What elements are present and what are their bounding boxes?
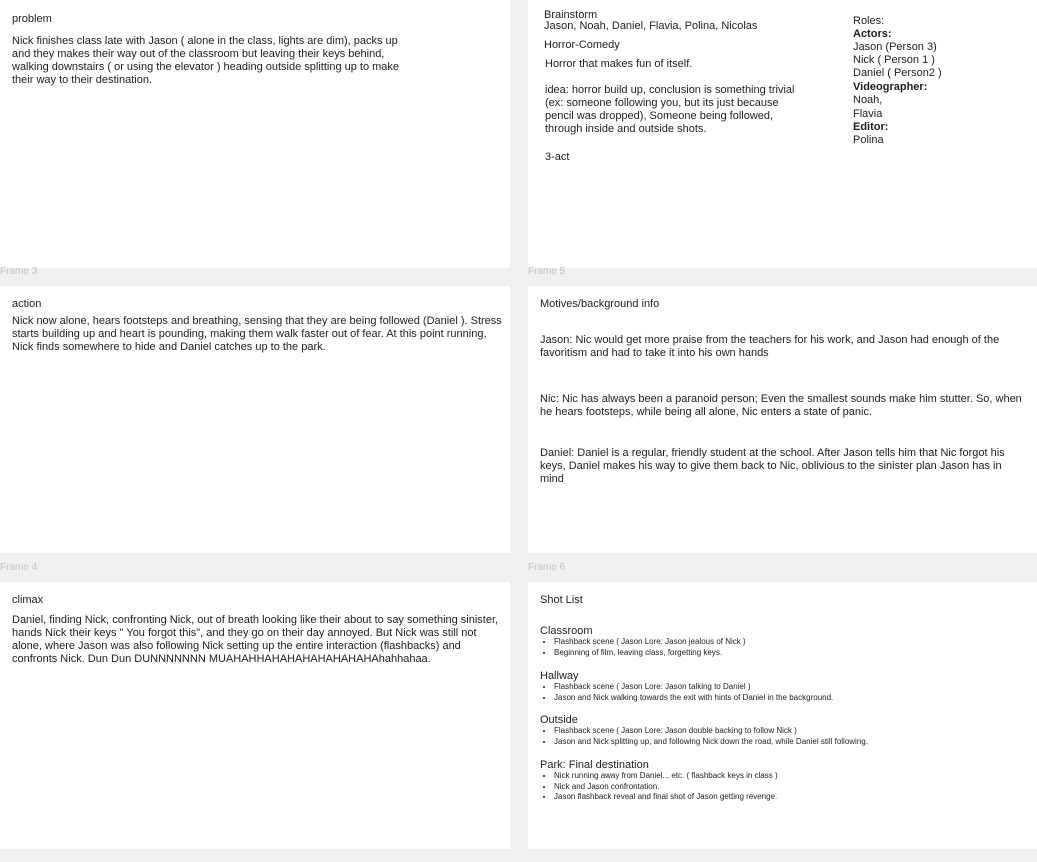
problem-title: problem xyxy=(12,13,52,25)
shotlist-section-items xyxy=(540,726,868,747)
shotlist-section-heading: Hallway xyxy=(540,670,579,682)
motives-nic: Nic: Nic has always been a paranoid person; Even the smallest sounds make him stutter. So, when he hears footsteps, while being all alone, Nic enters a state of panic. xyxy=(540,393,1022,418)
brainstorm-title: Brainstorm xyxy=(544,9,598,21)
frame-6-label: Frame 6 xyxy=(528,562,566,573)
brainstorm-genre: Horror-Comedy xyxy=(544,39,620,51)
motives-daniel: Daniel: Daniel is a regular, friendly student at the school. After Jason tells him that Nic forgot his keys, Daniel makes his way to give them back to Nic, oblivious to the sinister plan Jason has in mind xyxy=(540,447,1005,485)
shotlist-item: • Flashback scene ( Jason Lore: Jason double backing to follow Nick ) xyxy=(554,726,868,737)
shotlist-item: • Jason and Nick splitting up, and following Nick down the road, while Daniel still following. xyxy=(554,737,868,748)
action-body: Nick now alone, hears footsteps and breathing, sensing that they are being followed (Daniel ). Stress starts building up and heart is pounding, making them walk faster out of fear. At this point running, Nick finds somewhere to hide and Daniel catches up to the park. xyxy=(12,315,502,353)
roles-actors-heading: Actors: xyxy=(853,28,892,40)
roles-title: Roles: xyxy=(853,15,885,27)
shotlist-section-items xyxy=(540,771,778,803)
roles-editor-heading: Editor: xyxy=(853,121,889,133)
shotlist-item: • Nick and Jason confrontation. xyxy=(554,782,778,793)
problem-body: Nick finishes class late with Jason ( alone in the class, lights are dim), packs up and they makes their way out of the classroom but leaving their keys behind, walking downstairs ( or using the elevator ) heading outside splitting up to make their way to their destination. xyxy=(12,35,400,86)
brainstorm-idea: idea: horror build up, conclusion is something trivial (ex: someone following you, but its just because pencil was dropped), Someone being followed, through inside and outside shots. xyxy=(545,84,795,135)
brainstorm-genre-desc: Horror that makes fun of itself. xyxy=(545,58,693,70)
roles-actor-nick: Nick ( Person 1 ) xyxy=(853,54,935,66)
climax-body: Daniel, finding Nick, confronting Nick, out of breath looking like their about to say something sinister, hands Nick their keys " You forgot this", and they go on their day annoyed. But Nick was still not alone, where Jason was also following Nick setting up the entire interaction (flashbacks) and confronts Nick. Dun Dun DUNNNNNNN MUAHAHHAHAHAHAHAHAHAHAhahhahaa. xyxy=(12,614,499,665)
shotlist-item: • Flashback scene ( Jason Lore: Jason jealous of Nick ) xyxy=(554,637,746,648)
frame-action[interactable] xyxy=(0,286,510,553)
shotlist-item: • Nick running away from Daniel... etc. ( flashback keys in class ) xyxy=(554,771,778,782)
frame-climax[interactable] xyxy=(0,582,510,849)
motives-jason: Jason: Nic would get more praise from the teachers for his work, and Jason had enough of the favoritism and had to take it into his own hands xyxy=(540,334,1000,359)
frame-problem[interactable] xyxy=(0,0,510,268)
shotlist-section-items xyxy=(540,637,746,658)
roles-videographer-heading: Videographer: xyxy=(853,81,928,93)
brainstorm-members: Jason, Noah, Daniel, Flavia, Polina, Nicolas xyxy=(544,20,758,32)
motives-title: Motives/background info xyxy=(540,298,660,310)
shotlist-section-heading: Park: Final destination xyxy=(540,759,649,771)
roles-actor-daniel: Daniel ( Person2 ) xyxy=(853,67,942,79)
roles-actor-jason: Jason (Person 3) xyxy=(853,41,937,53)
shotlist-item: • Beginning of film, leaving class, forgetting keys. xyxy=(554,648,746,659)
frame-shot-list[interactable] xyxy=(528,582,1037,849)
shotlist-item: • Jason flashback reveal and final shot of Jason getting revenge. xyxy=(554,792,778,803)
frame-4-label: Frame 4 xyxy=(0,562,38,573)
frame-brainstorm[interactable] xyxy=(528,0,1037,268)
action-title: action xyxy=(12,298,42,310)
roles-videographer-noah: Noah, xyxy=(853,94,883,106)
frame-3-label: Frame 3 xyxy=(0,266,38,277)
roles-editor-polina: Polina xyxy=(853,134,884,146)
shotlist-section-items xyxy=(540,682,833,703)
roles-videographer-flavia: Flavia xyxy=(853,108,883,120)
brainstorm-structure: 3-act xyxy=(545,151,570,163)
shotlist-section-heading: Outside xyxy=(540,714,578,726)
frame-motives[interactable] xyxy=(528,286,1037,553)
climax-title: climax xyxy=(12,594,44,606)
shotlist-item: • Jason and Nick walking towards the exit with hints of Daniel in the background. xyxy=(554,693,833,704)
frame-5-label: Frame 5 xyxy=(528,266,566,277)
shotlist-section-heading: Classroom xyxy=(540,625,593,637)
shotlist-title: Shot List xyxy=(540,594,583,606)
shotlist-item: • Flashback scene ( Jason Lore: Jason talking to Daniel ) xyxy=(554,682,833,693)
